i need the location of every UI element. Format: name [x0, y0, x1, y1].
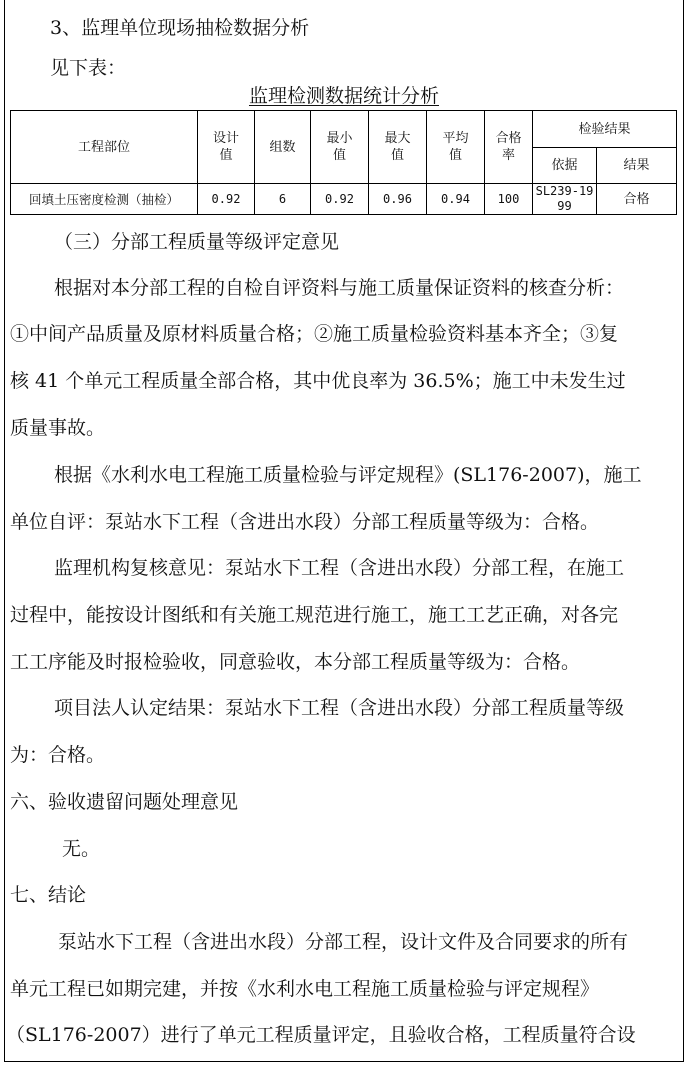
- para5-line3: （SL176-2007）进行了单元工程质量评定，且验收合格，工程质量符合设: [6, 1024, 636, 1046]
- cell-result: 合格: [597, 184, 677, 215]
- header-basis: 依据: [533, 148, 597, 184]
- para3-line1: 监理机构复核意见：泵站水下工程（含进出水段）分部工程，在施工: [54, 557, 625, 579]
- cell-max-value: 0.96: [369, 184, 427, 215]
- para2-line1: 根据《水利水电工程施工质量检验与评定规程》(SL176-2007)，施工: [54, 464, 642, 486]
- para1-line2: ①中间产品质量及原材料质量合格；②施工质量检验资料基本齐全；③复: [10, 323, 619, 345]
- cell-min-value: 0.92: [311, 184, 369, 215]
- para1-line1: 根据对本分部工程的自检自评资料与施工质量保证资料的核查分析：: [54, 277, 625, 299]
- cell-basis: SL239-1999: [533, 184, 597, 215]
- section3-heading: 3、监理单位现场抽检数据分析: [50, 17, 310, 39]
- table-title: 监理检测数据统计分析: [248, 85, 439, 107]
- para1-line4: 质量事故。: [10, 417, 106, 439]
- cell-location: 回填土压密度检测（抽检）: [11, 184, 198, 215]
- cell-groups: 6: [255, 184, 311, 215]
- stats-table: [10, 110, 677, 215]
- cell-pass-rate: 100: [485, 184, 533, 215]
- see-table-text: 见下表：: [50, 57, 127, 79]
- header-avg-value: 平均值: [427, 111, 485, 184]
- header-min-value: 最小值: [311, 111, 369, 184]
- header-design-value: 设计值: [198, 111, 255, 184]
- header-location: 工程部位: [11, 111, 198, 184]
- para5-line2: 单元工程已如期完建，并按《水利水电工程施工质量检验与评定规程》: [10, 978, 600, 1000]
- section6-body: 无。: [62, 838, 101, 860]
- cell-design-value: 0.92: [198, 184, 255, 215]
- section6-heading: 六、验收遗留问题处理意见: [10, 791, 239, 813]
- header-pass-rate: 合格率: [485, 111, 533, 184]
- header-result: 结果: [597, 148, 677, 184]
- para3-line2: 过程中，能按设计图纸和有关施工规范进行施工，施工工艺正确，对各完: [10, 604, 619, 626]
- para5-line1: 泵站水下工程（含进出水段）分部工程，设计文件及合同要求的所有: [58, 931, 629, 953]
- para2-line2: 单位自评：泵站水下工程（含进出水段）分部工程质量等级为：合格。: [10, 511, 600, 533]
- header-groups: 组数: [255, 111, 311, 184]
- para4-line1: 项目法人认定结果：泵站水下工程（含进出水段）分部工程质量等级: [54, 697, 625, 719]
- para3-line3: 工工序能及时报检验收，同意验收，本分部工程质量等级为：合格。: [10, 651, 581, 673]
- para1-line3: 核 41 个单元工程质量全部合格，其中优良率为 36.5%；施工中未发生过: [10, 370, 626, 392]
- header-inspection-result: 检验结果: [533, 111, 677, 148]
- para4-line2: 为：合格。: [10, 744, 106, 766]
- header-max-value: 最大值: [369, 111, 427, 184]
- sub3-heading: （三）分部工程质量等级评定意见: [54, 231, 340, 253]
- cell-avg-value: 0.94: [427, 184, 485, 215]
- section7-heading: 七、结论: [10, 884, 87, 906]
